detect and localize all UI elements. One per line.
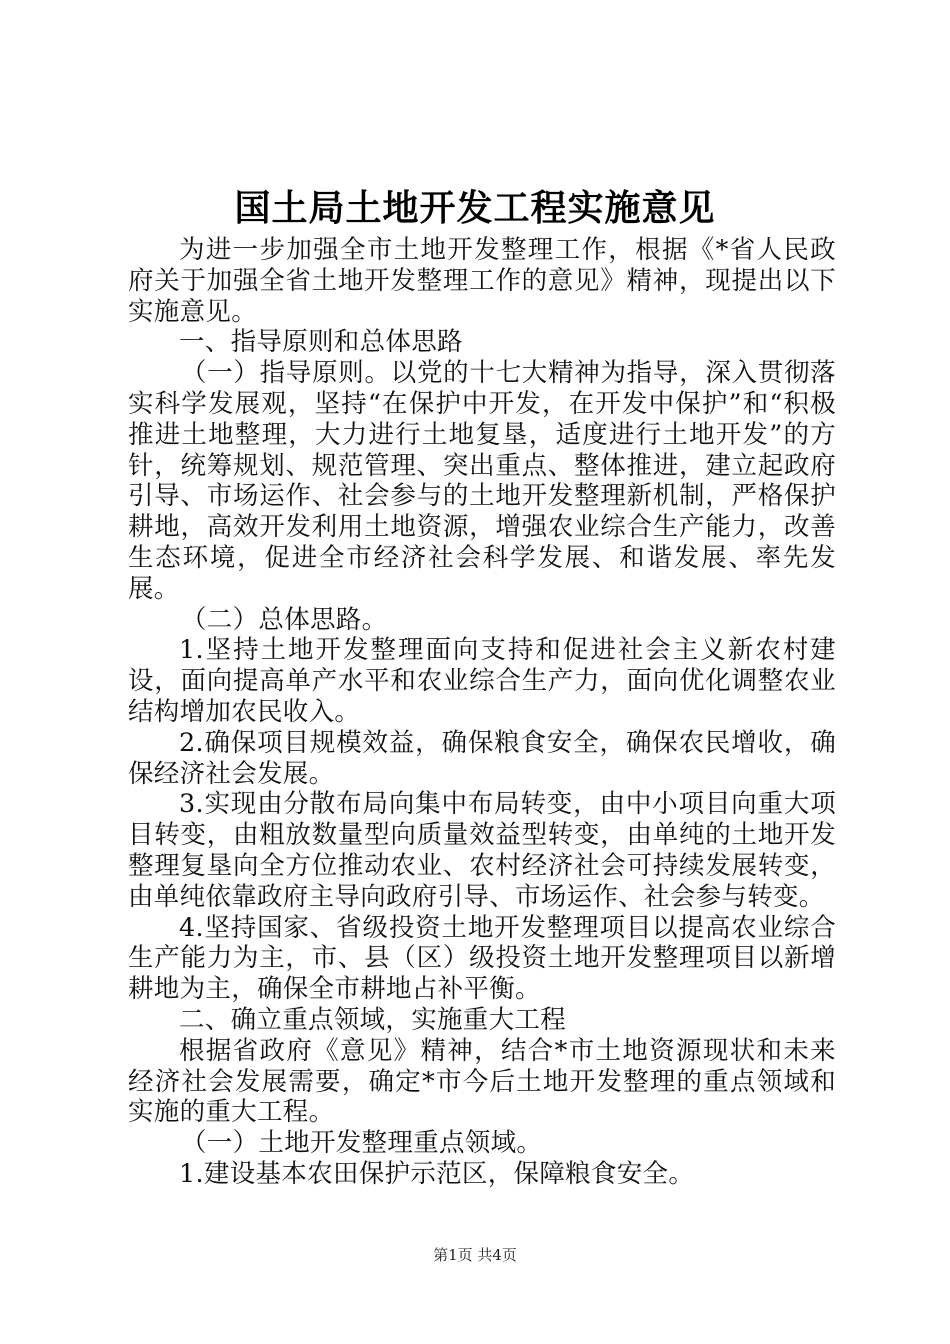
key-areas-intro-paragraph: 根据省政府《意见》精神，结合*市土地资源现状和未来经济社会发展需要，确定*市今后土地开发整理的重点领域和实施的重大工程。 [128, 1035, 836, 1128]
guiding-principles-paragraph: （一）指导原则。以党的十七大精神为指导，深入贯彻落实科学发展观，坚持“在保护中开发，在开发中保护”和“积极推进土地整理，大力进行土地复垦，适度进行土地开发”的方针，统筹规划、规范管理、突出重点、整体推进，建立起政府引导、市场运作、社会参与的土地开发整理新机制，严格保护耕地，高效开发利用土地资源，增强农业综合生产能力，改善生态环境，促进全市经济社会科学发展、和谐发展、率先发展。 [128, 358, 836, 604]
overall-approach-heading: （二）总体思路。 [181, 604, 388, 635]
intro-paragraph: 为进一步加强全市土地开发整理工作，根据《*省人民政府关于加强全省土地开发整理工作的意见》精神，现提出以下实施意见。 [128, 235, 836, 327]
document-title: 国土局土地开发工程实施意见 [234, 187, 716, 229]
section-heading-2: 二、确立重点领域，实施重大工程 [179, 1004, 567, 1035]
document-body [128, 235, 836, 1190]
key-area-item-1: 1.建设基本农田保护示范区，保障粮食安全。 [179, 1158, 695, 1189]
approach-item-3: 3.实现由分散布局向集中布局转变，由中小项目向重大项目转变，由粗放数量型向质量效益型转变，由单纯的土地开发整理复垦向全方位推动农业、农村经济社会可持续发展转变，由单纯依靠政府主导向政府引导、市场运作、社会参与转变。 [128, 789, 836, 912]
approach-item-1: 1.坚持土地开发整理面向支持和促进社会主义新农村建设，面向提高单产水平和农业综合生产力，面向优化调整农业结构增加农民收入。 [128, 635, 836, 727]
approach-item-4: 4.坚持国家、省级投资土地开发整理项目以提高农业综合生产能力为主，市、县（区）级投资土地开发整理项目以新增耕地为主，确保全市耕地占补平衡。 [128, 912, 836, 1005]
page-footer: 第1页 共4页 [433, 1246, 517, 1264]
key-areas-heading: （一）土地开发整理重点领域。 [181, 1128, 543, 1159]
approach-item-2: 2.确保项目规模效益，确保粮食安全，确保农民增收，确保经济社会发展。 [128, 727, 836, 789]
section-heading-1: 一、指导原则和总体思路 [179, 327, 463, 358]
